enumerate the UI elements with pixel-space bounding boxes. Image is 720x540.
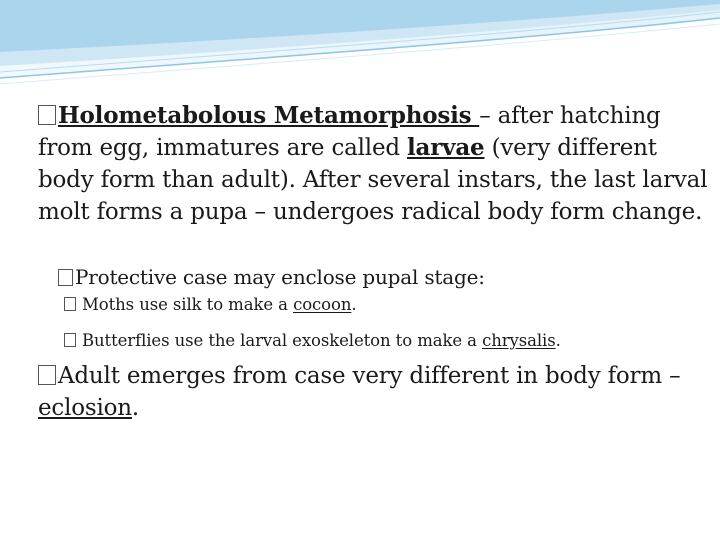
bullet-box-icon	[58, 269, 73, 286]
term-eclosion: eclosion	[38, 395, 132, 421]
period: .	[555, 331, 561, 350]
text-adult-emerges: Adult emerges from case very different in body form –	[58, 363, 681, 389]
bullet-butterflies	[64, 330, 704, 352]
bullet-box-icon	[38, 105, 56, 125]
bullet-holometabolous	[38, 100, 708, 228]
text-butterflies: use the larval exoskeleton to make a	[169, 331, 483, 350]
term-cocoon: cocoon	[293, 295, 352, 314]
text-protective-case: Protective case may enclose pupal stage:	[75, 265, 485, 289]
bullet-adult-emerges	[38, 360, 698, 424]
bullet-moths	[64, 294, 704, 316]
text-hatching: – after hatching from egg, immatures are called	[38, 103, 661, 161]
bullet-box-icon	[64, 297, 76, 311]
term-chrysalis: chrysalis	[482, 331, 556, 350]
bullet-box-icon	[38, 365, 56, 385]
bullet-box-icon	[64, 333, 76, 347]
text-moths: use silk to make a	[134, 295, 294, 314]
period: .	[131, 395, 140, 421]
subject-moths: Moths	[82, 295, 135, 314]
bullet-protective-case	[58, 264, 698, 290]
term-larvae: larvae	[407, 134, 485, 161]
period: .	[351, 295, 357, 314]
term-holometabolous: Holometabolous Metamorphosis	[58, 102, 480, 129]
text-after-larvae: (very different body form than adult). After several instars, the last larval molt forms a pupa – undergoes radical body form change.	[38, 135, 708, 225]
subject-butterflies: Butterflies	[82, 331, 170, 350]
